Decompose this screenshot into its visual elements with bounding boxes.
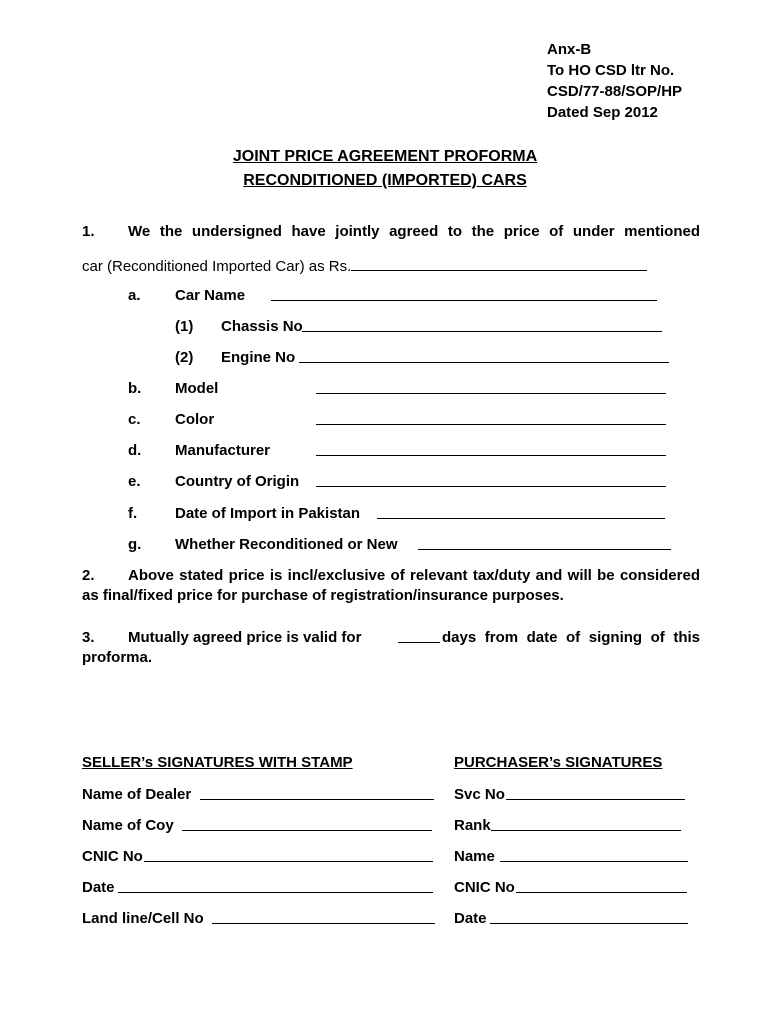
seller-date-blank[interactable]: [118, 878, 433, 893]
item-1-label: Chassis No: [221, 318, 303, 335]
manufacturer-blank[interactable]: [316, 441, 666, 456]
chassis-no-blank[interactable]: [302, 317, 662, 332]
item-b-label: Model: [175, 380, 219, 397]
document-title: JOINT PRICE AGREEMENT PROFORMA: [232, 148, 538, 165]
color-blank[interactable]: [316, 410, 666, 425]
para-1-line-2: [82, 256, 647, 277]
seller-heading: SELLER’s SIGNATURES WITH STAMP: [82, 754, 353, 771]
date-of-import-blank[interactable]: [377, 504, 665, 519]
para-1-line-2-text: car (Reconditioned Imported Car) as Rs.: [82, 258, 352, 275]
item-g-letter: g.: [128, 536, 142, 553]
ref-line-1: To HO CSD ltr No.: [547, 62, 675, 79]
item-g-label: Whether Reconditioned or New: [175, 536, 398, 553]
document-subtitle: RECONDITIONED (IMPORTED) CARS: [243, 172, 527, 189]
annex-label: Anx-B: [547, 41, 592, 58]
para-3-text-after: days from date of signing of this proforma.: [82, 629, 700, 666]
purchaser-name-blank[interactable]: [500, 847, 688, 862]
item-1-letter: (1): [175, 318, 194, 335]
purchaser-cnic-no-blank[interactable]: [516, 878, 687, 893]
seller-field-name-of-coy: Name of Coy: [82, 817, 174, 834]
name-of-dealer-blank[interactable]: [200, 785, 434, 800]
name-of-coy-blank[interactable]: [182, 816, 432, 831]
purchaser-field-name: Name: [454, 848, 495, 865]
seller-cnic-no-blank[interactable]: [144, 847, 433, 862]
model-blank[interactable]: [316, 379, 666, 394]
para-2-text: Above stated price is incl/exclusive of relevant tax/duty and will be considered as final/fixed price for purchase of registration/insurance purposes.: [82, 567, 700, 604]
seller-field-date: Date: [82, 879, 115, 896]
item-c-label: Color: [175, 411, 215, 428]
car-name-blank[interactable]: [271, 286, 657, 301]
item-e-letter: e.: [128, 473, 141, 490]
country-of-origin-blank[interactable]: [316, 472, 666, 487]
purchaser-heading: PURCHASER’s SIGNATURES: [454, 754, 663, 771]
ref-line-2: CSD/77-88/SOP/HP: [547, 83, 683, 100]
para-2-number: 2.: [82, 567, 95, 584]
svc-no-blank[interactable]: [506, 785, 685, 800]
item-c-letter: c.: [128, 411, 141, 428]
price-blank[interactable]: [351, 256, 647, 271]
item-d-letter: d.: [128, 442, 142, 459]
engine-no-blank[interactable]: [299, 348, 669, 363]
item-b-letter: b.: [128, 380, 142, 397]
dated-line: Dated Sep 2012: [547, 104, 658, 121]
item-f-letter: f.: [128, 505, 138, 522]
item-a-letter: a.: [128, 287, 141, 304]
para-1-number: 1.: [82, 223, 95, 240]
seller-field-name-of-dealer: Name of Dealer: [82, 786, 192, 803]
item-d-label: Manufacturer: [175, 442, 271, 459]
purchaser-field-date: Date: [454, 910, 487, 927]
purchaser-date-blank[interactable]: [490, 909, 688, 924]
para-1-line-1: We the undersigned have jointly agreed to the price of under mentioned: [128, 223, 700, 240]
item-a-label: Car Name: [175, 287, 246, 304]
seller-field-land-line: Land line/Cell No: [82, 910, 204, 927]
seller-field-cnic-no: CNIC No: [82, 848, 143, 865]
land-line-cell-blank[interactable]: [212, 909, 435, 924]
purchaser-field-cnic-no: CNIC No: [454, 879, 515, 896]
para-3-text-before: Mutually agreed price is valid for: [128, 629, 362, 646]
item-2-letter: (2): [175, 349, 194, 366]
item-e-label: Country of Origin: [175, 473, 300, 490]
reconditioned-or-new-blank[interactable]: [418, 535, 671, 550]
rank-blank[interactable]: [491, 816, 681, 831]
para-3-number: 3.: [82, 629, 95, 646]
purchaser-field-svc-no: Svc No: [454, 786, 505, 803]
item-2-label: Engine No: [221, 349, 296, 366]
purchaser-field-rank: Rank: [454, 817, 491, 834]
item-f-label: Date of Import in Pakistan: [175, 505, 361, 522]
